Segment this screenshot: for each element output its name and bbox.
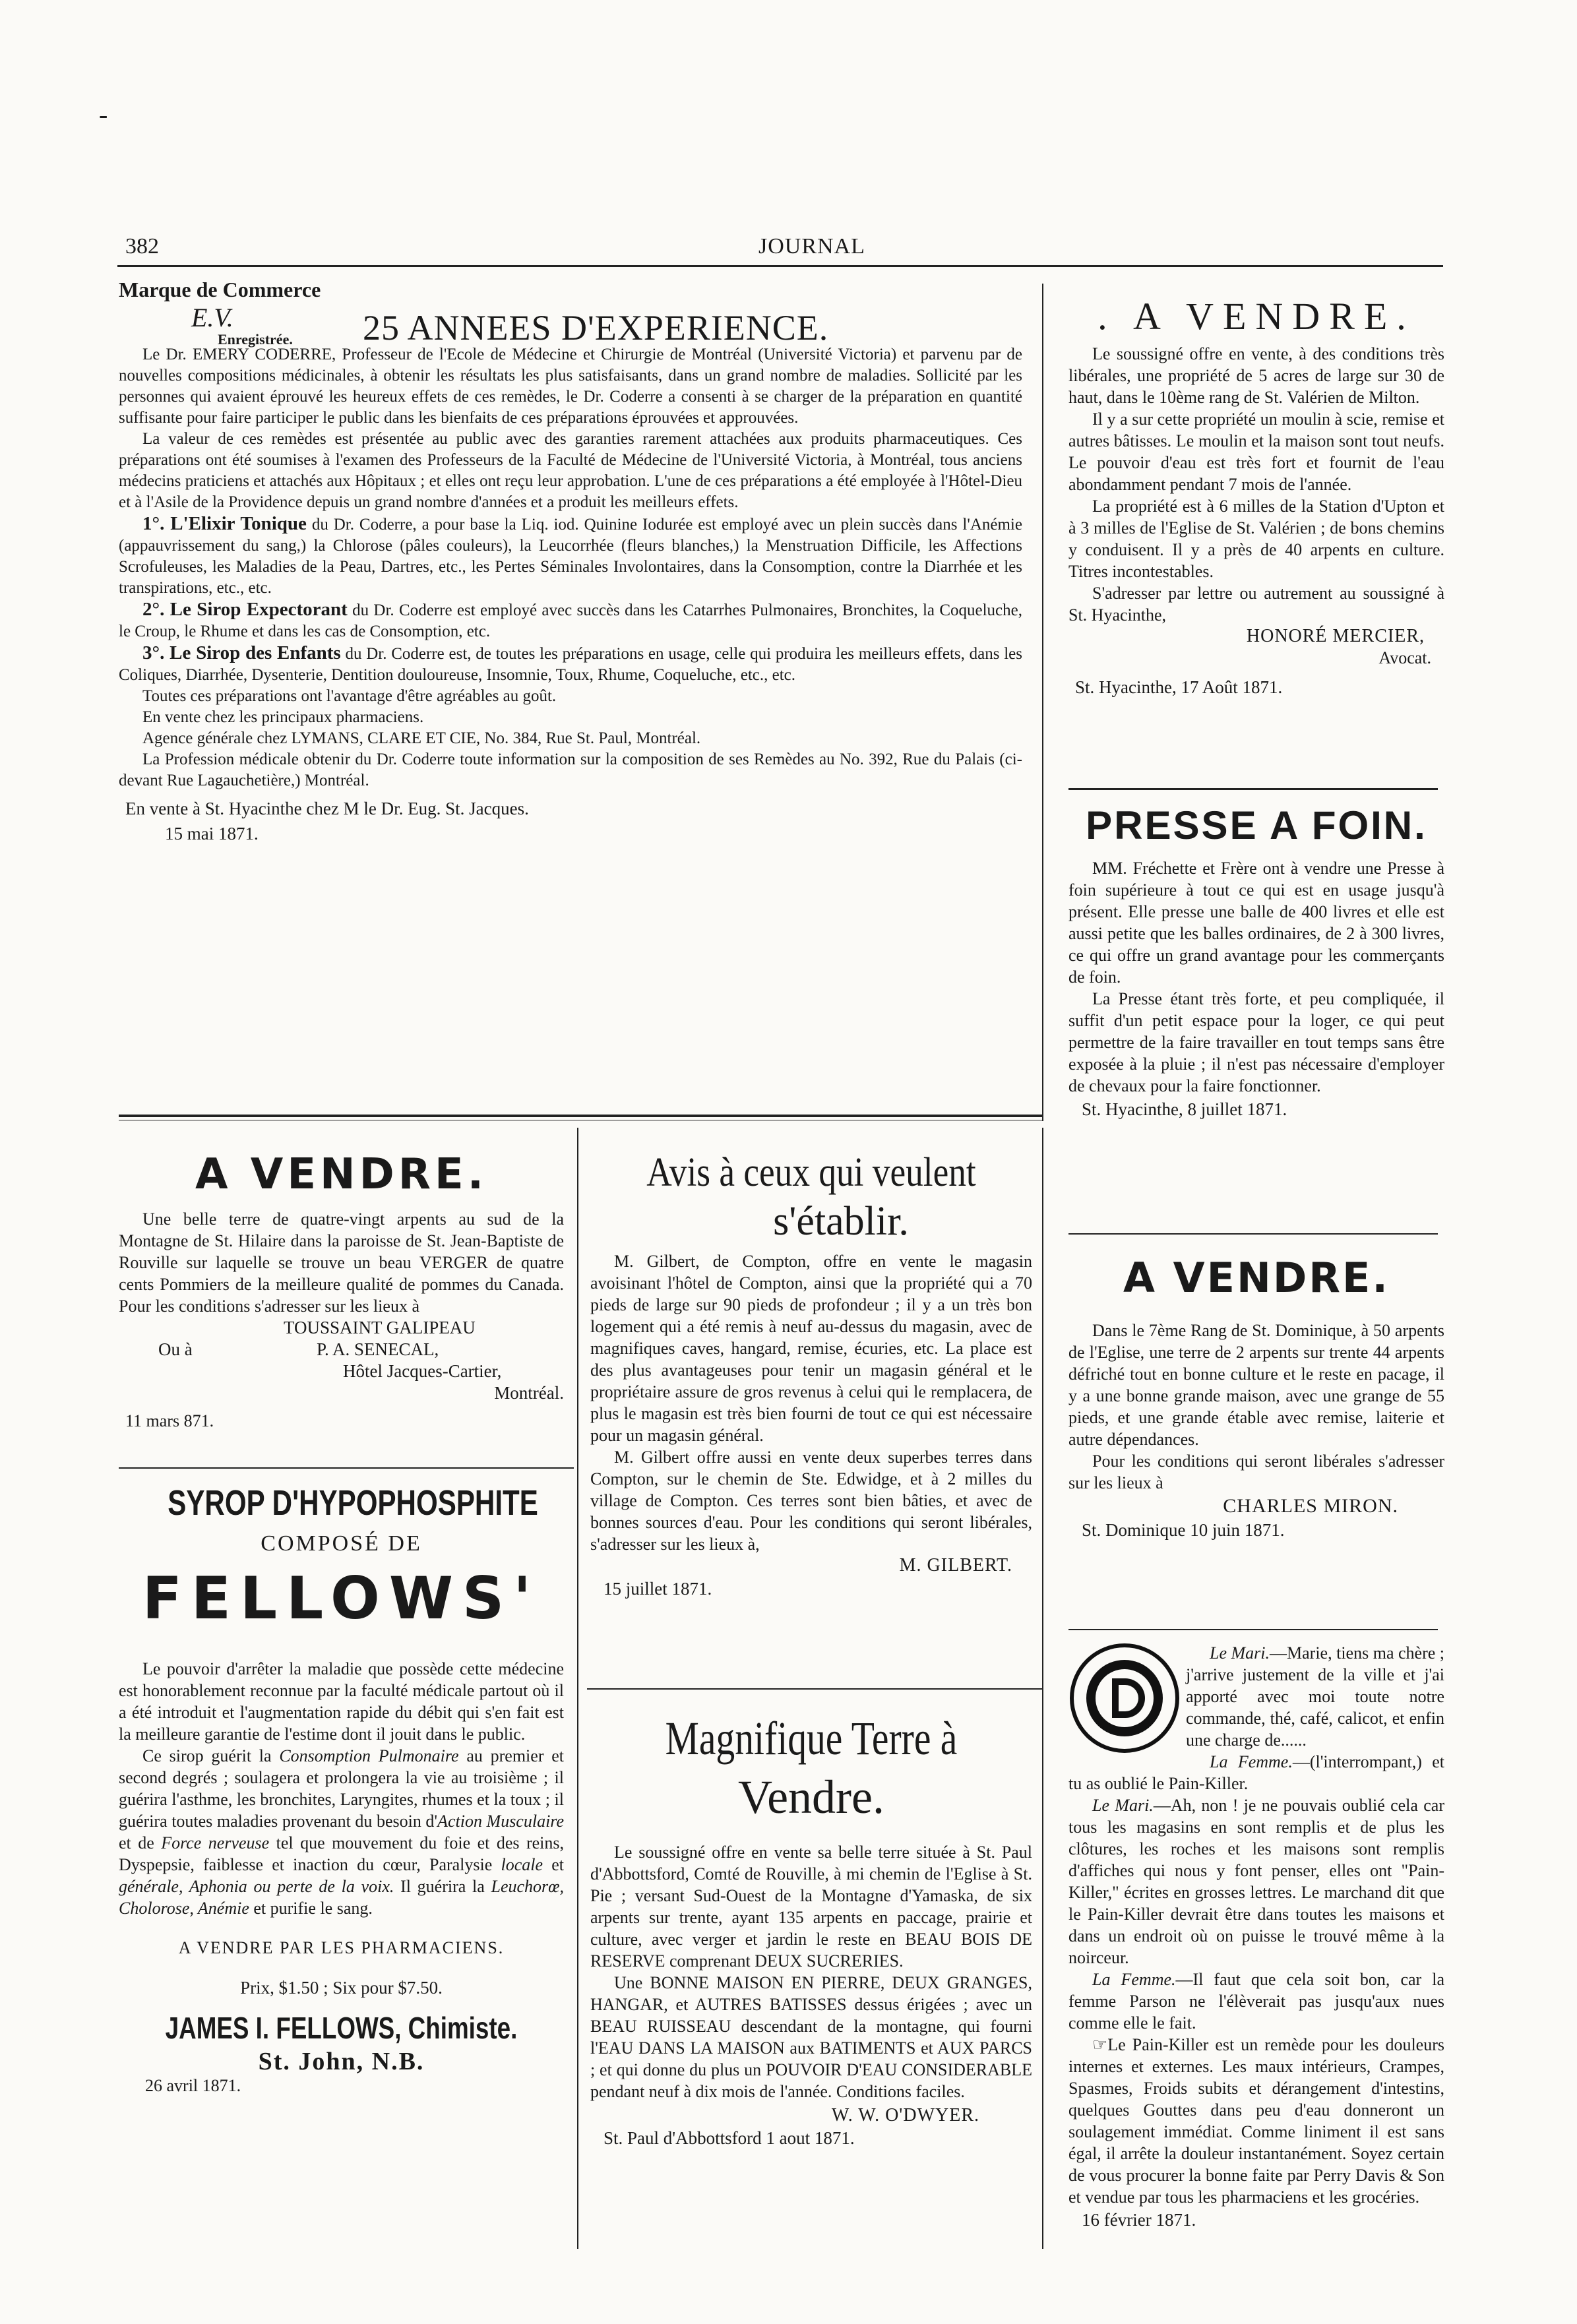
fellows-ad: [119, 1477, 564, 2096]
column-rule-right: [1042, 1128, 1043, 2249]
odwyer-p2: Une BONNE MAISON EN PIERRE, DEUX GRANGES, HANGAR, et AUTRES BATISSES dessus érigées ; avec un BEAU RUISSEAU descendant de la montagne, qui fourni l'EAU DANS LA MAISON aux BATIMENTS et AUX PARCS ; et qui donne du plus un POUVOIR D'EAU CONSIDERABLE pendant neuf à dix mois de l'année. Conditions faciles.: [590, 1973, 1032, 2101]
painkiller-d2: [1068, 1751, 1444, 1794]
presse-title: PRESSE A FOIN.: [1086, 803, 1427, 847]
item3-text: du Dr. Coderre est, de toutes les préparations en usage, celle qui produira les meilleurs effets, dans les Coliques, Diarrhée, Dysenterie, Dentition douloureuse, Insomnie, Toux, Rhume, Coqueluche, etc., etc.: [119, 645, 1022, 684]
coderre-local-sale: En vente à St. Hyacinthe chez M le Dr. Eug. St. Jacques.: [125, 799, 529, 818]
gilbert-p1: M. Gilbert, de Compton, offre en vente le magasin avoisinant l'hôtel de Compton, ainsi que la propriété qui a 70 pieds de large sur 90 pieds de profondeur ; il y a un très bon logement qui a été remis à neuf au-dessus du magasin, avec de magnifiques caves, hangard, remise, écuries, etc. La place est des plus avantageuses pour tenir un magasin général et le propriétaire assure de gros revenus à celui qui le remplacera, de plus le magasin est très bien fourni de tout ce qui est nécessaire pour un magasin général.: [590, 1252, 1032, 1445]
painkiller-d1-speaker: Le Mari.: [1210, 1643, 1270, 1663]
painkiller-d2-text: —(l'interrompant,) et tu as oublié le Pain-Killer.: [1068, 1752, 1444, 1793]
item2-label: 2°. Le Sirop Expectorant: [142, 599, 348, 620]
painkiller-top-rule: [1068, 1629, 1438, 1630]
mercier-date: St. Hyacinthe, 17 Août 1871.: [1075, 677, 1283, 697]
fellows-p2-h: locale: [501, 1855, 543, 1874]
odwyer-ad: [590, 1708, 1032, 2150]
galipeau-ad: [119, 1147, 564, 1433]
coderre-ad: [119, 277, 1022, 845]
page-number: 382: [125, 234, 159, 259]
fellows-p2-d: Action Musculaire: [437, 1812, 564, 1831]
miron-top-rule: [1068, 1233, 1438, 1235]
mercier-p2: Il y a sur cette propriété un moulin à scie, remise et autres bâtisses. Le moulin et la maison sont tout neufs. Le pouvoir d'eau est très fort et fournit de l'eau abondamment pendant 7 mois de l'année.: [1068, 410, 1444, 494]
column-rule-left: [577, 1128, 578, 2249]
item3-label: 3°. Le Sirop des Enfants: [142, 642, 341, 663]
painkiller-ad: [1068, 1642, 1444, 2232]
galipeau-p1: Une belle terre de quatre-vingt arpents au sud de la Montagne de St. Hilaire dans la paroisse de St. Jean-Baptiste de Rouville sur laquelle se trouve un beau VERGER de quatre cents Pommiers de la meilleure qualité de pommes du Canada. Pour les conditions s'adresser sur les lieux à: [119, 1209, 564, 1316]
galipeau-hotel: Hôtel Jacques-Cartier,: [343, 1361, 502, 1381]
registered-label: Enregistrée.: [218, 331, 293, 348]
fellows-p1: Le pouvoir d'arrêter la maladie que possède cette médecine est honorablement reconnue par la faculté médicale partout où il a été introduit et l'augmentation rapide du débit qui s'en fait est la meilleure garantie de l'estime dont il jouit dans le public.: [119, 1659, 564, 1744]
gilbert-title1: Avis à ceux qui veulent: [646, 1150, 976, 1195]
painkiller-date: 16 février 1871.: [1082, 2210, 1196, 2230]
painkiller-d4: [1068, 1969, 1444, 2034]
fellows-p2-a: Ce sirop guérit la: [142, 1746, 280, 1765]
fellows-price: Prix, $1.50 ; Six pour $7.50.: [240, 1978, 443, 1998]
odwyer-title1: Magnifique Terre à: [665, 1712, 958, 1765]
painkiller-d4-speaker: La Femme.: [1092, 1970, 1176, 1989]
experience-headline: 25 ANNEES D'EXPERIENCE.: [363, 308, 829, 348]
gilbert-p2: M. Gilbert offre aussi en vente deux superbes terres dans Compton, sur le chemin de Ste. Edwidge, et à 2 milles du village de Compton. Ces terres sont bien bâties, et avec de bonnes sources d'eau. Pour les conditions qui seront libérales, s'adresser sur les lieux à,: [590, 1448, 1032, 1554]
fellows-top-rule: [119, 1467, 574, 1469]
galipeau-date: 11 mars 871.: [125, 1411, 214, 1430]
odwyer-p1: Le soussigné offre en vente sa belle terre située à St. Paul d'Abbottsford, Comté de Rouville, à mi chemin de l'Eglise à St. Pie ; versant Sud-Ouest de la Montagne d'Yamaska, de six arpents sur trente, ayant 135 arpents en paccage, prairie et culture, avec verger et jardin le reste en BEAU BOIS DE RESERVE comprenant DEUX SUCRERIES.: [590, 1843, 1032, 1971]
header-rule: [117, 265, 1443, 267]
miron-date: St. Dominique 10 juin 1871.: [1082, 1520, 1285, 1540]
odwyer-title2: Vendre.: [738, 1771, 884, 1823]
fellows-line1: SYROP D'HYPOPHOSPHITE: [168, 1483, 538, 1523]
mercier-signer: HONORÉ MERCIER,: [1246, 626, 1425, 646]
coderre-item-1: [119, 513, 1022, 599]
presse-p1: MM. Fréchette et Frère ont à vendre une Presse à foin supérieure à tout ce qui est en usage jusqu'à présent. Elle presse une balle de 400 livres et elle est aussi petite que les balles ordinaires, de 2 à 300 livres, ce qui offre un grand avantage pour les commerçants de foin.: [1068, 859, 1444, 987]
fellows-p2: [119, 1745, 564, 1919]
galipeau-name1: TOUSSAINT GALIPEAU: [284, 1318, 476, 1337]
miron-signer: CHARLES MIRON.: [1223, 1495, 1398, 1517]
fellows-p2-k: Il guérira la: [394, 1877, 491, 1896]
painkiller-d3-speaker: Le Mari.: [1092, 1796, 1154, 1815]
coderre-agency: Agence générale chez LYMANS, CLARE ET CIE, No. 384, Rue St. Paul, Montréal.: [142, 729, 701, 747]
painkiller-d4-text: —Il faut que cela soit bon, car la femme Parson ne l'élèverait pas jusqu'aux nues comme elle le fait.: [1068, 1970, 1444, 2033]
gilbert-date: 15 juillet 1871.: [603, 1579, 712, 1599]
miron-p2: Pour les conditions qui seront libérales s'adresser sur les lieux à: [1068, 1452, 1444, 1492]
mercier-p4: S'adresser par lettre ou autrement au soussigné à St. Hyacinthe,: [1068, 584, 1444, 625]
fellows-p2-l: Leuchorœ, Cholorose, Anémie: [119, 1877, 564, 1918]
fellows-compose: COMPOSÉ DE: [261, 1531, 422, 1556]
fellows-p2-b: Consomption Pulmonaire: [279, 1746, 459, 1765]
painkiller-d3-text: —Ah, non ! je ne pouvais oublié cela car tous les magasins en sont remplis et de plus les clôtures, les roches et les maisons sont remplis d'affiches qui nous y font penser, elles ont "Pain-Killer," écrites en grosses lettres. Le marchand dit que le Pain-Killer devrait être dans toutes les maisons et dans un endroit où on puisse le trouvé même à la noirceur.: [1068, 1796, 1444, 1967]
galipeau-name2: P. A. SENECAL,: [317, 1339, 439, 1359]
coderre-intro: Le Dr. EMERY CODERRE, Professeur de l'Ecole de Médecine et Chirurgie de Montréal (Université Victoria) et parvenu par de nouvelles compositions médicinales, à obtenir les résultats les plus satisfaisants, dans un grand nombre de maladies. Sollicité par les personnes qui avaient éprouvé les heureux effets de ces remèdes, le Dr. Coderre a consenti à se charger de la préparation en quantité suffisante pour faire participer le public dans les bienfaits de ces préparations éprouvées et approuvées.: [119, 346, 1022, 427]
odwyer-top-rule: [587, 1688, 1042, 1690]
galipeau-ou: Ou à: [158, 1339, 193, 1359]
fellows-p2-c: au premier et second degrés ; soulagera et prolongera la vie au troisième ; il guérira l'asthme, les bronchites, Laryngites, rhumes et la toux ; il guérira toutes maladies provenant du besoin d': [119, 1746, 564, 1831]
item1-label: 1°. L'Elixir Tonique: [142, 513, 307, 534]
odwyer-signer: W. W. O'DWYER.: [831, 2105, 979, 2125]
galipeau-title: A VENDRE.: [195, 1150, 488, 1199]
fellows-p2-f: Force nerveuse: [161, 1833, 270, 1852]
mercier-p1: Le soussigné offre en vente, à des conditions très libérales, une propriété de 5 acres de large sur 30 de haut, dans le 10ème rang de St. Valérien de Milton.: [1068, 344, 1444, 407]
fellows-p2-m: et purifie le sang.: [249, 1899, 373, 1918]
fellows-city: St. John, N.B.: [258, 2048, 425, 2075]
painkiller-logo: [1068, 1642, 1181, 1754]
fellows-p2-g: tel que mouvement du foie et des reins, Dyspepsie, faiblesse et inaction du cœur, Paralysie: [119, 1833, 564, 1874]
gilbert-ad: [590, 1147, 1032, 1601]
presse-p2: La Presse étant très forte, et peu compliquée, il suffit d'un petit espace pour la loger, ce qui peut permettre de la faire travailler en tout temps sans être exposée à la pluie ; il n'est pas nécessaire d'employer de chevaux pour la faire fonctionner.: [1068, 989, 1444, 1095]
presse-date: St. Hyacinthe, 8 juillet 1871.: [1082, 1099, 1287, 1119]
fellows-chemist: JAMES I. FELLOWS, Chimiste.: [165, 2011, 518, 2045]
coderre-sold: En vente chez les principaux pharmaciens.: [142, 708, 424, 726]
painkiller-seal-icon: [1068, 1642, 1181, 1754]
gilbert-title2: s'établir.: [773, 1199, 909, 1244]
coderre-profession: La Profession médicale obtenir du Dr. Coderre toute information sur la composition de ses Remèdes au No. 392, Rue du Palais (ci-devant Rue Lagauchetière,) Montréal.: [119, 750, 1022, 789]
coderre-item-3: [119, 642, 1022, 686]
presse-ad: [1068, 798, 1444, 1122]
item2-text: du Dr. Coderre est employé avec succès dans les Catarrhes Pulmonaires, Bronchites, la Coqueluche, le Croup, le Rhume et dans les cas de Consomption, etc.: [119, 601, 1022, 640]
coderre-value: La valeur de ces remèdes est présentée au public avec des garanties rarement attachées aux produits pharmaceutiques. Ces préparations ont été soumises à l'examen des Professeurs de la Faculté de Médecine de l'Université Victoria, à Montréal, tous anciens médecins praticiens et attachés aux Hôpitaux ; et elles ont reçu leur approbation. L'une de ces préparations a été employée à l'Hôtel-Dieu et à l'Asile de la Providence depuis un grand nombre d'années et a produit les meilleurs effets.: [119, 430, 1022, 511]
painkiller-d2-speaker: La Femme.: [1210, 1752, 1293, 1771]
miron-ad: [1068, 1250, 1444, 1541]
odwyer-date: St. Paul d'Abbottsford 1 aout 1871.: [603, 2128, 855, 2148]
miron-title: A VENDRE.: [1123, 1254, 1390, 1302]
mercier-p3: La propriété est à 6 milles de la Station d'Upton et à 3 milles de l'Eglise de St. Valérien ; de bons chemins y conduisent. Il y a près de 40 arpents en culture. Titres incontestables.: [1068, 497, 1444, 581]
presse-top-rule: [1068, 788, 1438, 790]
fellows-p2-j: générale, Aphonia ou perte de la voix.: [119, 1877, 394, 1896]
fellows-p2-e: et de: [119, 1833, 162, 1852]
top-mark: -: [99, 100, 108, 129]
column-rule-right-top: [1042, 284, 1043, 1121]
miron-p1: Dans le 7ème Rang de St. Dominique, à 50 arpents de l'Eglise, une terre de 2 arpents sur trente 44 arpents défriché tout en bonne culture et le reste en pacage, il y a une bonne grande maison, avec une grange de 55 pieds, et une grande étable avec remise, laiterie et autre dépendances.: [1068, 1321, 1444, 1449]
fellows-name: FELLOWS': [142, 1564, 541, 1632]
mid-rule: [119, 1115, 1042, 1117]
trademark-label: Marque de Commerce: [119, 278, 321, 301]
mercier-signer-title: Avocat.: [1378, 648, 1431, 667]
fellows-date: 26 avril 1871.: [145, 2076, 241, 2095]
painkiller-final: ☞Le Pain-Killer est un remède pour les douleurs internes et externes. Les maux intérieurs, Crampes, Spasmes, Froids subits et dérangement d'intestins, quelques Gouttes dans peu d'eau donneront un soulagement immédiat. Comme liniment il est sans égal, il arrête la douleur instantanément. Soyez certain de vous procurer la bonne faite par Perry Davis & Son et vendue par tous les pharmaciens et les grocéries.: [1068, 2035, 1444, 2207]
coderre-date: 15 mai 1871.: [165, 824, 259, 843]
fellows-p2-i: et: [543, 1855, 565, 1874]
painkiller-d1-text: —Marie, tiens ma chère ; j'arrive justement de la ville et j'ai apporté avec moi toute notre commande, thé, café, calicot, et enfin une charge de......: [1186, 1643, 1445, 1750]
monogram-logo: E.V.: [191, 303, 233, 332]
mercier-title: . A VENDRE.: [1098, 295, 1415, 338]
mercier-ad: [1068, 290, 1444, 699]
galipeau-city: Montréal.: [494, 1383, 564, 1403]
coderre-item-2: [119, 599, 1022, 642]
fellows-sale: A VENDRE PAR LES PHARMACIENS.: [178, 1938, 505, 1957]
gilbert-signer: M. GILBERT.: [899, 1555, 1012, 1575]
painkiller-d3: [1068, 1794, 1444, 1969]
coderre-agreeable: Toutes ces préparations ont l'avantage d'être agréables au goût.: [142, 687, 557, 705]
running-title: JOURNAL: [758, 234, 865, 259]
item1-text: du Dr. Coderre, a pour base la Liq. iod. Quinine Iodurée est employé avec un plein succès dans l'Anémie (appauvrissement du sang,) la Chlorose (pâles couleurs), la Leucorrhée (fleurs blanches,) la Menstruation Difficile, les Affections Scrofuleuses, les Maladies de la Peau, Dartres, etc., les Pertes Séminales Involontaires, dans la Consomption, contre la Diarrhée et les transpirations, etc., etc.: [119, 516, 1022, 597]
